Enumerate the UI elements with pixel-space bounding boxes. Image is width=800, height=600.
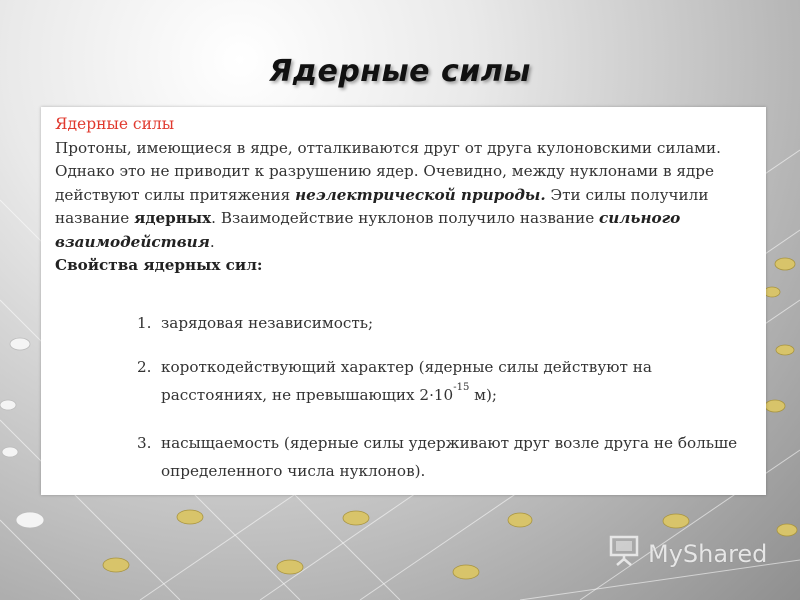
document-text [55, 113, 760, 278]
decor-dot [777, 524, 797, 536]
decor-dot [663, 514, 689, 528]
presentation-board-icon [608, 535, 648, 573]
logo-text: MyShared [648, 540, 768, 568]
emphasis-text: сильного взаимодействия [55, 209, 681, 251]
properties-heading: Свойства ядерных сил: [55, 256, 263, 274]
text-span: Эти силы получили название [55, 185, 709, 227]
decor-dot [775, 258, 795, 270]
exponent: -15 [453, 381, 470, 393]
decor-dot [103, 558, 129, 572]
list-number: 2. [137, 358, 152, 376]
list-text: зарядовая независимость; [161, 314, 374, 332]
decor-dot [177, 510, 203, 524]
text-span: . [209, 232, 215, 251]
decor-dot [453, 565, 479, 579]
decor-dot [277, 560, 303, 574]
emphasis-text: неэлектрической природы. [295, 185, 546, 204]
decor-dot [16, 512, 44, 528]
decor-dot [765, 400, 785, 412]
decor-dot [764, 287, 780, 297]
decor-dot [10, 338, 30, 350]
decor-dot [0, 400, 16, 410]
list-item [137, 353, 747, 409]
list-number: 1. [137, 314, 152, 332]
decor-dot [2, 447, 18, 457]
document-image [41, 107, 766, 495]
text-span: Протоны, имеющиеся в ядре, отталкиваются друг от друга кулоновскими силами. Однако это не приводит к разрушению ядер. Очевидно, между нуклонами в ядре действуют силы притяжения [55, 138, 721, 204]
decor-dot [508, 513, 532, 527]
decor-dot [343, 511, 369, 525]
list-item [137, 309, 747, 337]
properties-list [137, 309, 747, 485]
list-text: м); [469, 386, 498, 404]
list-item [137, 429, 747, 485]
slide-title: Ядерные силы [269, 54, 531, 89]
text-span: . Взаимодействие нуклонов получило название [211, 209, 600, 227]
list-text: короткодействующий характер (ядерные силы действуют на расстояниях, не превышающих 2·10 [161, 358, 652, 404]
myshared-logo [608, 535, 767, 573]
intro-paragraph [55, 137, 760, 255]
decor-dot [776, 345, 794, 355]
document-heading: Ядерные силы [55, 115, 175, 133]
list-number: 3. [137, 434, 152, 452]
emphasis-text: ядерных [134, 209, 212, 227]
list-text: насыщаемость (ядерные силы удерживают друг возле друга не больше определенного числа нуклонов). [161, 434, 738, 480]
